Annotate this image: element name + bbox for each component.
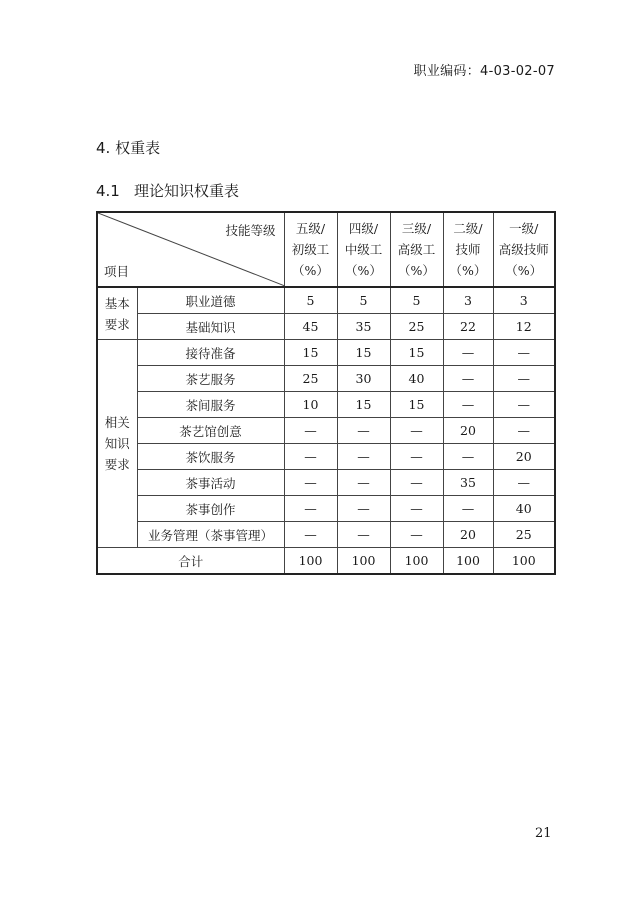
level-line: 四级/ — [348, 221, 379, 236]
item-label: 茶事创作 — [137, 496, 284, 522]
total-value-cell: 100 — [284, 548, 337, 575]
group-label-line: 要求 — [104, 316, 130, 332]
value-cell: — — [390, 418, 443, 444]
table-row — [97, 314, 555, 340]
subsection-number: 4.1 — [96, 182, 120, 200]
group-label-line: 要求 — [104, 457, 130, 472]
value-cell: — — [390, 470, 443, 496]
value-cell: — — [337, 470, 390, 496]
value-cell: — — [284, 522, 337, 548]
value-cell: 30 — [337, 366, 390, 392]
value-cell: — — [443, 392, 493, 418]
group-related-knowledge — [97, 340, 137, 548]
item-label: 基础知识 — [137, 314, 284, 340]
section-title: 4. 权重表 — [96, 139, 161, 157]
value-cell: 3 — [443, 287, 493, 314]
total-value-cell: 100 — [493, 548, 555, 575]
table-header-row — [97, 212, 555, 287]
level-line: 高级工 — [397, 242, 436, 257]
weight-table — [96, 211, 556, 575]
occupation-code: 职业编码：4-03-02-07 — [413, 64, 555, 79]
value-cell: — — [337, 496, 390, 522]
value-cell: 25 — [390, 314, 443, 340]
subsection-title — [96, 180, 239, 201]
group-label-line: 相关 — [104, 415, 130, 430]
level-line: 中级工 — [344, 242, 383, 257]
total-value-cell: 100 — [337, 548, 390, 575]
value-cell: 40 — [390, 366, 443, 392]
table-row — [97, 496, 555, 522]
group-label-line: 基本 — [104, 295, 130, 311]
item-label: 接待准备 — [137, 340, 284, 366]
value-cell: 5 — [284, 287, 337, 314]
total-value-cell: 100 — [443, 548, 493, 575]
item-label: 茶艺馆创意 — [137, 418, 284, 444]
value-cell: — — [337, 444, 390, 470]
item-label: 职业道德 — [137, 287, 284, 314]
total-value-cell: 100 — [390, 548, 443, 575]
level-header-4 — [337, 212, 390, 287]
value-cell: — — [337, 418, 390, 444]
subsection-label: 理论知识权重表 — [134, 182, 240, 200]
value-cell: — — [443, 496, 493, 522]
level-line: 高级技师 — [498, 242, 549, 257]
value-cell: — — [337, 522, 390, 548]
value-cell: — — [284, 444, 337, 470]
level-line: 技师 — [455, 242, 481, 257]
value-cell: — — [284, 470, 337, 496]
level-line: （%） — [505, 263, 543, 278]
corner-header-cell — [97, 212, 284, 287]
value-cell: — — [284, 418, 337, 444]
level-line: 初级工 — [291, 242, 330, 257]
value-cell: 45 — [284, 314, 337, 340]
total-label: 合计 — [97, 548, 284, 575]
level-line: 五级/ — [295, 221, 326, 236]
value-cell: 12 — [493, 314, 555, 340]
value-cell: — — [443, 340, 493, 366]
value-cell: 20 — [493, 444, 555, 470]
value-cell: 35 — [443, 470, 493, 496]
value-cell: — — [493, 366, 555, 392]
item-label: 业务管理（茶事管理） — [137, 522, 284, 548]
corner-item-label: 项目 — [104, 264, 130, 279]
value-cell: — — [493, 418, 555, 444]
item-label: 茶间服务 — [137, 392, 284, 418]
total-row — [97, 548, 555, 575]
value-cell: — — [443, 366, 493, 392]
item-label: 茶饮服务 — [137, 444, 284, 470]
table-row — [97, 366, 555, 392]
value-cell: 15 — [337, 392, 390, 418]
value-cell: 20 — [443, 418, 493, 444]
table-row — [97, 340, 555, 366]
value-cell: — — [493, 392, 555, 418]
value-cell: 40 — [493, 496, 555, 522]
level-header-5 — [284, 212, 337, 287]
page-number: 21 — [535, 826, 552, 841]
value-cell: 5 — [390, 287, 443, 314]
value-cell: — — [493, 340, 555, 366]
value-cell: — — [390, 496, 443, 522]
level-line: （%） — [345, 263, 382, 278]
value-cell: 25 — [284, 366, 337, 392]
table-row — [97, 392, 555, 418]
table-row — [97, 470, 555, 496]
value-cell: — — [284, 496, 337, 522]
value-cell: 15 — [284, 340, 337, 366]
value-cell: — — [390, 522, 443, 548]
value-cell: 20 — [443, 522, 493, 548]
table-row — [97, 522, 555, 548]
group-basic-requirements — [97, 287, 137, 340]
level-line: 二级/ — [453, 221, 483, 236]
corner-skill-level-label: 技能等级 — [225, 223, 276, 238]
table-row — [97, 418, 555, 444]
value-cell: — — [443, 444, 493, 470]
group-label-line: 知识 — [104, 436, 130, 451]
table-row — [97, 444, 555, 470]
value-cell: 3 — [493, 287, 555, 314]
value-cell: 25 — [493, 522, 555, 548]
level-line: （%） — [292, 263, 329, 278]
value-cell: 5 — [337, 287, 390, 314]
value-cell: 10 — [284, 392, 337, 418]
value-cell: 22 — [443, 314, 493, 340]
level-line: 三级/ — [401, 221, 432, 236]
value-cell: — — [493, 470, 555, 496]
level-header-1 — [493, 212, 555, 287]
level-header-3 — [390, 212, 443, 287]
item-label: 茶艺服务 — [137, 366, 284, 392]
value-cell: 35 — [337, 314, 390, 340]
level-line: 一级/ — [509, 221, 539, 236]
value-cell: — — [390, 444, 443, 470]
value-cell: 15 — [390, 340, 443, 366]
level-line: （%） — [449, 263, 487, 278]
level-line: （%） — [398, 263, 435, 278]
level-header-2 — [443, 212, 493, 287]
value-cell: 15 — [390, 392, 443, 418]
item-label: 茶事活动 — [137, 470, 284, 496]
table-row — [97, 287, 555, 314]
value-cell: 15 — [337, 340, 390, 366]
